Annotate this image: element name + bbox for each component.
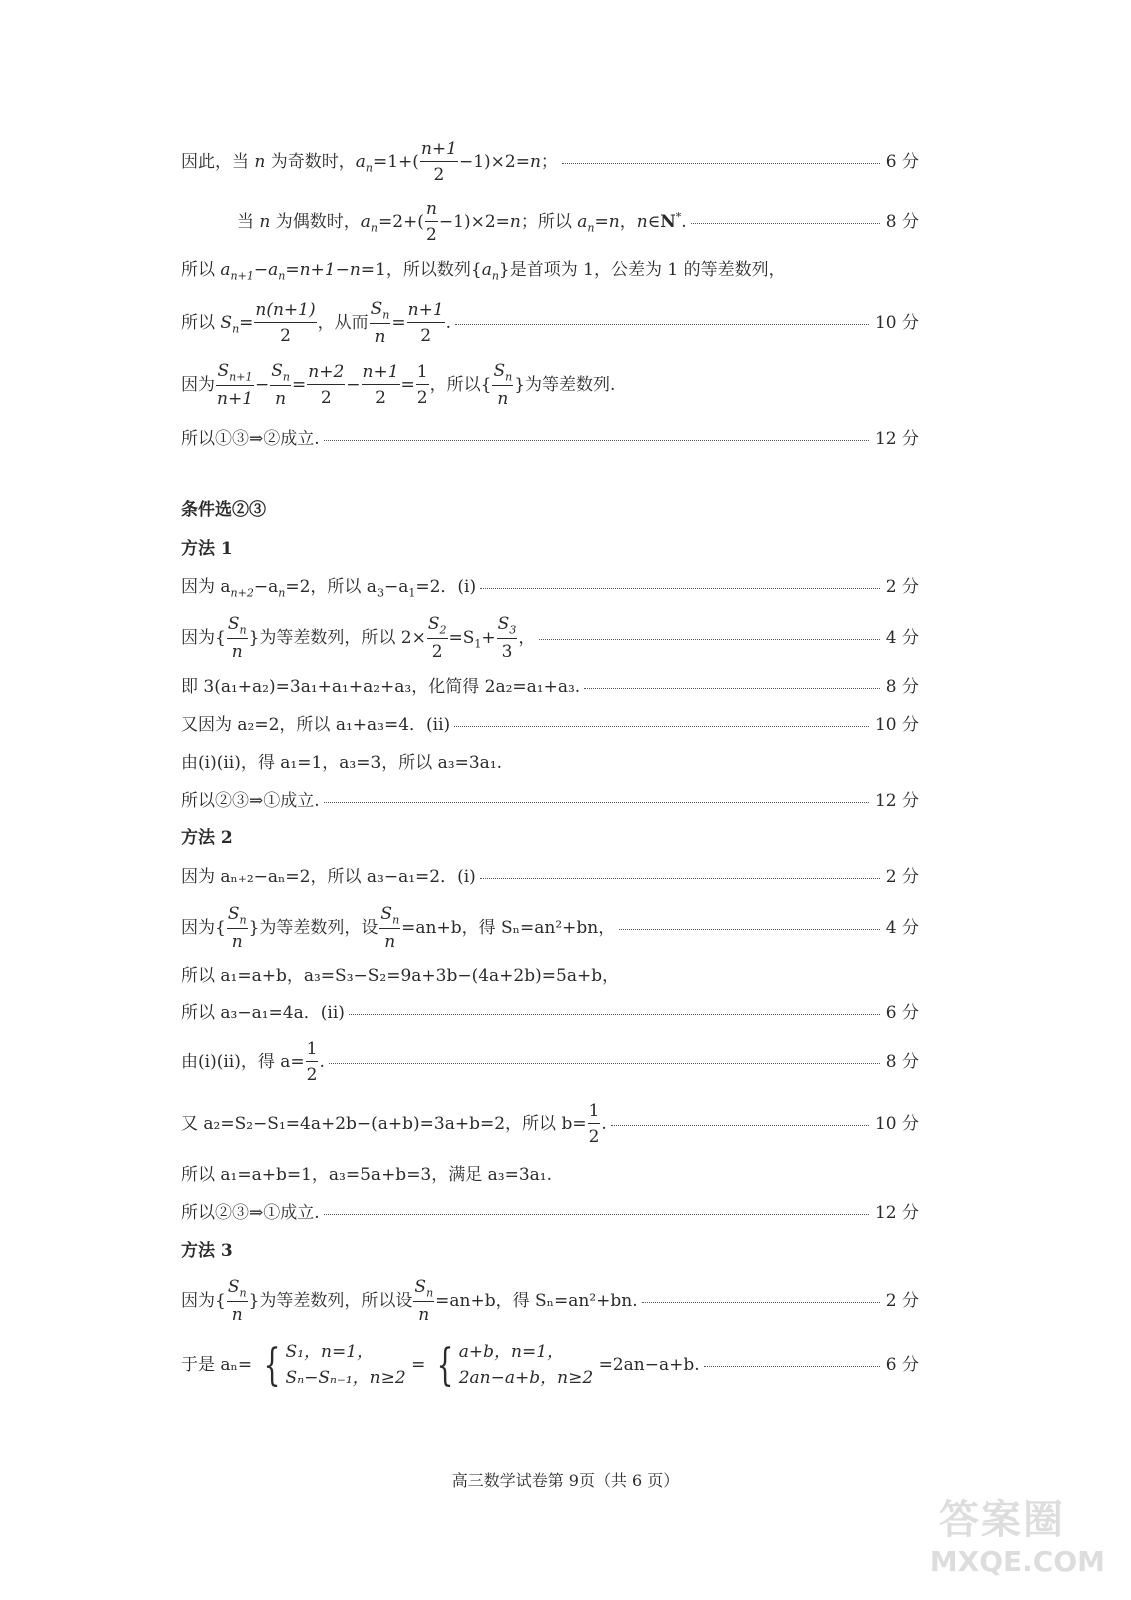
solution-line-6: 所以①③⇒②成立. 12 分	[181, 424, 919, 449]
score-leader	[454, 726, 869, 727]
score-label: 10 分	[874, 313, 919, 334]
score-leader	[562, 163, 880, 164]
score-leader	[691, 223, 880, 224]
method-1-line-6: 所以②③⇒①成立. 12 分	[181, 786, 919, 811]
score-leader	[329, 1063, 880, 1064]
fraction: $\frac{S_{n+1}}{n+1}$	[217, 361, 254, 410]
score-label: 12 分	[874, 791, 919, 811]
solution-line-2: 当 n 为偶数时，$a_n=2+$( $\frac{n}{2}$ −1)×2=n；所以 $a_n=n$，n∈N*. 8 分	[237, 199, 919, 245]
score-label: 12 分	[874, 1203, 919, 1223]
fraction: $\frac{S_n}{n}$	[370, 299, 390, 348]
method-1-line-5: 由(i)(ii)，得 a₁=1，a₃=3，所以 a₃=3a₁.	[181, 753, 503, 773]
score-leader	[611, 1125, 869, 1126]
solution-line-5: 因为 $\frac{S_{n+1}}{n+1}$ − $\frac{S_n}{n}$ = $\frac{n+2}{2}$ − $\frac{n+1}{2}$ = $\frac{1}{2}$ ，所以{ $\frac{S_n}{n}$ }为等差数列.	[181, 361, 616, 410]
fraction: $\frac{S_2}{2}$	[427, 614, 447, 663]
score-label: 2 分	[885, 577, 919, 597]
score-leader	[642, 1302, 880, 1303]
method-1-line-4: 又因为 a₂=2，所以 a₁+a₃=4．(ii) 10 分	[181, 710, 919, 735]
score-leader	[349, 1014, 880, 1015]
method-2-line-6: 又 a₂=S₂−S₁=4a+2b−(a+b)=3a+b=2，所以 b= $\frac{1}{2}$ . 10 分	[181, 1101, 919, 1147]
method-2-line-5: 由(i)(ii)，得 a= $\frac{1}{2}$ . 8 分	[181, 1039, 919, 1085]
score-leader	[619, 929, 880, 930]
method-1-line-2: 因为{ $\frac{S_n}{n}$ }为等差数列，所以 2× $\frac{S_2}{2}$ $=S_1+$ $\frac{S_3}{3}$ ， 4 分	[181, 614, 919, 663]
fraction: $\frac{S_3}{3}$	[497, 614, 517, 663]
fraction: $\frac{1}{2}$	[306, 1039, 318, 1085]
solution-line-3: 所以 $a_{n+1}-a_n=n+1-n=1$，所以数列$\{a_n\}$是首项为 1，公差为 1 的等差数列，	[181, 260, 786, 283]
method-3-line-2: 于是 aₙ= { S₁，n=1， Sₙ−Sₙ₋₁，n≥2 = { a+b，n=1， 2an−a+b，n≥2 =2an−a+b. 6 分	[181, 1339, 919, 1391]
score-label: 8 分	[885, 1052, 919, 1072]
fraction: $\frac{n}{2}$	[425, 199, 437, 245]
fraction: $\frac{S_n}{n}$	[227, 1277, 247, 1326]
score-label: 10 分	[874, 1114, 919, 1134]
fraction: $\frac{n+1}{2}$	[420, 139, 457, 185]
method-2-heading: 方法 2	[181, 828, 233, 848]
score-label: 6 分	[885, 1003, 919, 1023]
method-1-line-3: 即 3(a₁+a₂)=3a₁+a₁+a₂+a₃，化简得 2a₂=a₁+a₃. 8 分	[181, 672, 919, 697]
score-label: 2 分	[885, 867, 919, 887]
fraction: $\frac{S_n}{n}$	[414, 1277, 434, 1326]
score-label: 4 分	[885, 628, 919, 649]
fraction: $\frac{S_n}{n}$	[271, 361, 291, 410]
score-label: 6 分	[885, 1355, 919, 1375]
method-2-line-7: 所以 a₁=a+b=1，a₃=5a+b=3，满足 a₃=3a₁.	[181, 1165, 553, 1185]
score-label: 4 分	[885, 918, 919, 939]
score-leader	[324, 1214, 869, 1215]
solution-line-1: 因此，当 n 为奇数时，$a_n=1+$( $\frac{n+1}{2}$ −1)×2=n； 6 分	[181, 139, 919, 185]
fraction: $\frac{1}{2}$	[588, 1101, 600, 1147]
method-2-line-3: 所以 a₁=a+b，a₃=S₃−S₂=9a+3b−(4a+2b)=5a+b，	[181, 966, 620, 986]
fraction: $\frac{n(n+1)}{2}$	[255, 300, 316, 347]
watermark-en-text: MXQE.COM	[929, 1545, 1105, 1578]
fraction: $\frac{n+1}{2}$	[362, 362, 399, 409]
watermark-cn-text: 答案圈	[939, 1497, 1065, 1543]
score-leader	[480, 588, 880, 589]
score-leader	[324, 802, 869, 803]
method-1-heading: 方法 1	[181, 539, 233, 559]
score-label: 2 分	[885, 1291, 919, 1312]
score-label: 12 分	[874, 429, 919, 449]
piecewise-brace-1: { S₁，n=1， Sₙ−Sₙ₋₁，n≥2	[263, 1339, 406, 1391]
fraction: $\frac{n+1}{2}$	[407, 300, 444, 347]
watermark-logo	[930, 1488, 1105, 1578]
score-label: 10 分	[874, 715, 919, 735]
fraction: $\frac{S_n}{n}$	[493, 361, 513, 410]
score-label: 8 分	[885, 677, 919, 697]
section-heading-condition: 条件选②③	[181, 500, 266, 520]
fraction: $\frac{n+2}{2}$	[308, 362, 345, 409]
score-leader	[704, 1366, 880, 1367]
fraction: $\frac{S_n}{n}$	[227, 904, 247, 953]
page-footer: 高三数学试卷第 9页（共 6 页）	[451, 1471, 680, 1490]
method-2-line-1: 因为 aₙ₊₂−aₙ=2，所以 a₃−a₁=2．(i) 2 分	[181, 862, 919, 887]
method-3-line-1: 因为{ $\frac{S_n}{n}$ }为等差数列，所以设 $\frac{S_n}{n}$ =an+b，得 Sₙ=an²+bn. 2 分	[181, 1277, 919, 1326]
fraction: $\frac{1}{2}$	[416, 362, 428, 409]
method-1-line-1: 因为 $a_{n+2}-a_n=2$，所以 $a_3-a_1=2$．(i) 2 分	[181, 572, 919, 599]
piecewise-brace-2: { a+b，n=1， 2an−a+b，n≥2	[436, 1339, 594, 1391]
method-3-heading: 方法 3	[181, 1241, 233, 1261]
method-2-line-8: 所以②③⇒①成立. 12 分	[181, 1198, 919, 1223]
score-leader	[584, 688, 880, 689]
score-leader	[539, 639, 879, 640]
fraction: $\frac{S_n}{n}$	[380, 904, 400, 953]
score-label: 8 分	[885, 212, 919, 232]
score-leader	[480, 878, 880, 879]
score-label: 6 分	[885, 152, 919, 172]
method-2-line-2: 因为{ $\frac{S_n}{n}$ }为等差数列，设 $\frac{S_n}{n}$ =an+b，得 Sₙ=an²+bn， 4 分	[181, 904, 919, 953]
solution-line-4: 所以 $S_n=$ $\frac{n(n+1)}{2}$ ，从而 $\frac{S_n}{n}$ = $\frac{n+1}{2}$ . 10 分	[181, 299, 919, 348]
method-2-line-4: 所以 a₃−a₁=4a．(ii) 6 分	[181, 998, 919, 1023]
fraction: $\frac{S_n}{n}$	[227, 614, 247, 663]
score-leader	[455, 324, 869, 325]
score-leader	[324, 440, 869, 441]
